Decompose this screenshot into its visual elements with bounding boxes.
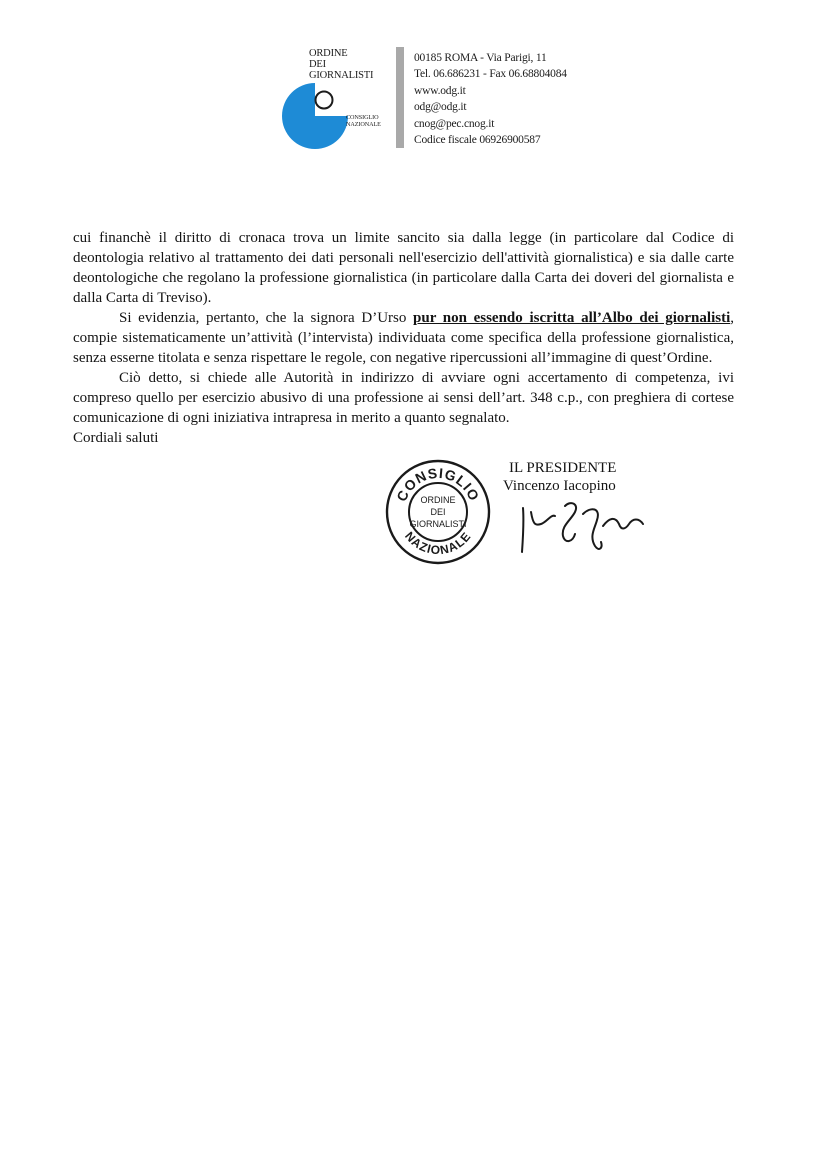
- paragraph-1: cui financhè il diritto di cronaca trova un limite sancito sia dalla legge (in particolare dal Codice di deontologia relativo al trattamento dei dati personali nell'esercizio dell'attività giornalistica) e sia dalle carte deontologiche che regolano la professione giornalistica (in particolare dalla Carta dei doveri del giornalista e dalla Carta di Treviso).: [73, 230, 734, 306]
- logo-sub-line: CONSIGLIO: [346, 114, 379, 121]
- letter-body: [73, 228, 734, 448]
- paragraph-2-emphasis: pur non essendo iscritta all’Albo dei giornalisti: [413, 310, 731, 326]
- logo-sub-line: NAZIONALE: [346, 121, 381, 128]
- paragraph-2-text: Si evidenzia, pertanto, che la signora D’Urso: [119, 310, 414, 326]
- contact-email: odg@odg.it: [414, 101, 467, 114]
- contact-website: www.odg.it: [414, 84, 466, 97]
- contact-pec: cnog@pec.cnog.it: [414, 117, 495, 130]
- signatory-name: Vincenzo Iacopino: [503, 478, 616, 494]
- stamp-bottom-text: NAZIONALE: [402, 529, 474, 558]
- contact-phone: Tel. 06.686231 - Fax 06.68804084: [414, 68, 567, 81]
- logo-subtitle: [346, 114, 381, 128]
- official-stamp: [384, 458, 492, 566]
- paragraph-2-text-end: , compie sistematicamente un’attività (l’intervista) individuata come specifica della professione giornalistica, senza esserne titolata e senza rispettare le regole, con negative ripercussioni all’immagine di quest’Ordine.: [73, 310, 734, 366]
- letterhead-divider: [396, 47, 404, 148]
- logo-org-line: DEI: [309, 59, 326, 70]
- stamp-center-line: GIORNALISTI: [409, 519, 467, 529]
- letterhead-logo: [282, 48, 387, 148]
- signatory-title: IL PRESIDENTE: [509, 460, 617, 476]
- letterhead-contact: [414, 50, 567, 148]
- handwritten-signature-icon: [505, 486, 655, 561]
- stamp-top-text: CONSIGLIO: [393, 464, 483, 504]
- logo-emblem-icon: [282, 83, 348, 149]
- logo-org-line: GIORNALISTI: [309, 70, 374, 81]
- logo-org-name: [309, 48, 373, 81]
- contact-tax-code: Codice fiscale 06926900587: [414, 134, 541, 147]
- stamp-center-line: DEI: [430, 507, 446, 517]
- paragraph-3: Ciò detto, si chiede alle Autorità in indirizzo di avviare ogni accertamento di competenza, ivi compreso quello per esercizio abusivo di una professione ai sensi dell’art. 348 c.p., con preghiera di cortese comunicazione di ogni iniziativa intrapresa in merito a quanto segnalato.: [73, 370, 734, 426]
- stamp-center-line: ORDINE: [420, 495, 456, 505]
- logo-org-line: ORDINE: [309, 48, 348, 59]
- paragraph-2: [73, 308, 734, 368]
- closing-line: Cordiali saluti: [73, 430, 159, 446]
- contact-address: 00185 ROMA - Via Parigi, 11: [414, 52, 547, 64]
